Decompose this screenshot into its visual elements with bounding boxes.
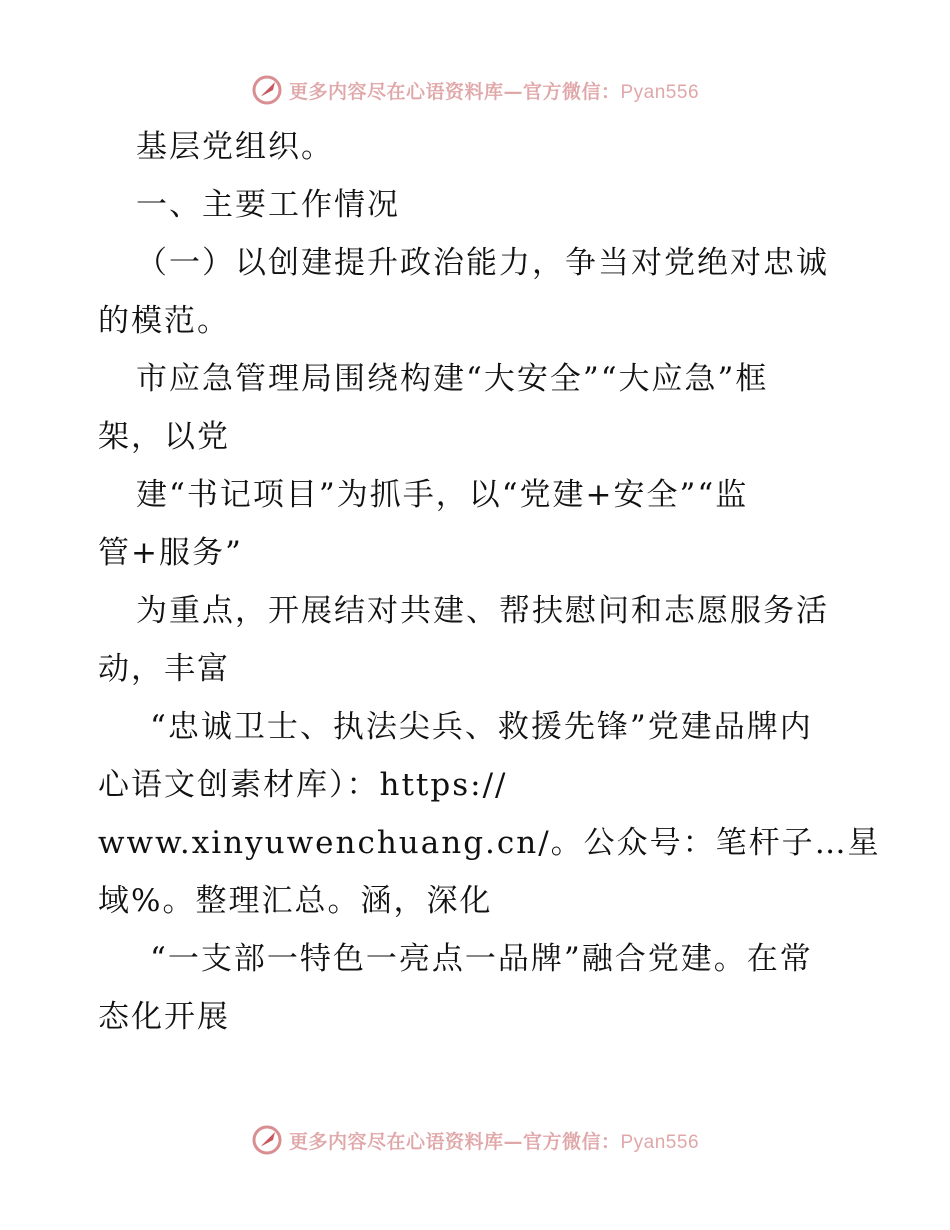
text-line: 管+服务” <box>98 535 243 571</box>
text-line: www.xinyuwenchuang.cn/。公众号：笔杆子…星 <box>98 825 881 861</box>
document-body <box>98 118 881 1046</box>
quill-logo-icon <box>251 74 283 106</box>
text-line: 的模范。 <box>98 303 230 339</box>
text-line: 市应急管理局围绕构建“大安全”“大应急”框 <box>136 361 769 397</box>
header-watermark <box>0 70 950 110</box>
footer-watermark <box>0 1120 950 1160</box>
footer-wechat-id: Pyan556 <box>620 1131 700 1153</box>
text-line: “一支部一特色一亮点一品牌”融合党建。在常 <box>150 941 813 977</box>
text-line: 架，以党 <box>98 419 230 455</box>
text-line: 动，丰富 <box>98 651 230 687</box>
text-line: 域%。整理汇总。涵，深化 <box>98 883 493 919</box>
text-line: 基层党组织。 <box>136 129 334 165</box>
text-line: 心语文创素材库）：https:// <box>98 767 508 803</box>
subsection-heading: （一）以创建提升政治能力，争当对党绝对忠诚 <box>136 245 829 281</box>
text-line: “忠诚卫士、执法尖兵、救援先锋”党建品牌内 <box>150 709 813 745</box>
text-line: 态化开展 <box>98 999 230 1035</box>
header-wechat-id: Pyan556 <box>620 81 700 103</box>
text-line: 为重点，开展结对共建、帮扶慰问和志愿服务活 <box>136 593 829 629</box>
text-line: 建“书记项目”为抓手，以“党建+安全”“监 <box>136 477 749 513</box>
footer-watermark-text: 更多内容尽在心语资料库—官方微信：Pyan556 <box>288 1130 700 1153</box>
section-heading: 一、主要工作情况 <box>136 187 400 223</box>
quill-logo-icon <box>251 1124 283 1156</box>
header-watermark-text: 更多内容尽在心语资料库—官方微信：Pyan556 <box>288 80 700 103</box>
